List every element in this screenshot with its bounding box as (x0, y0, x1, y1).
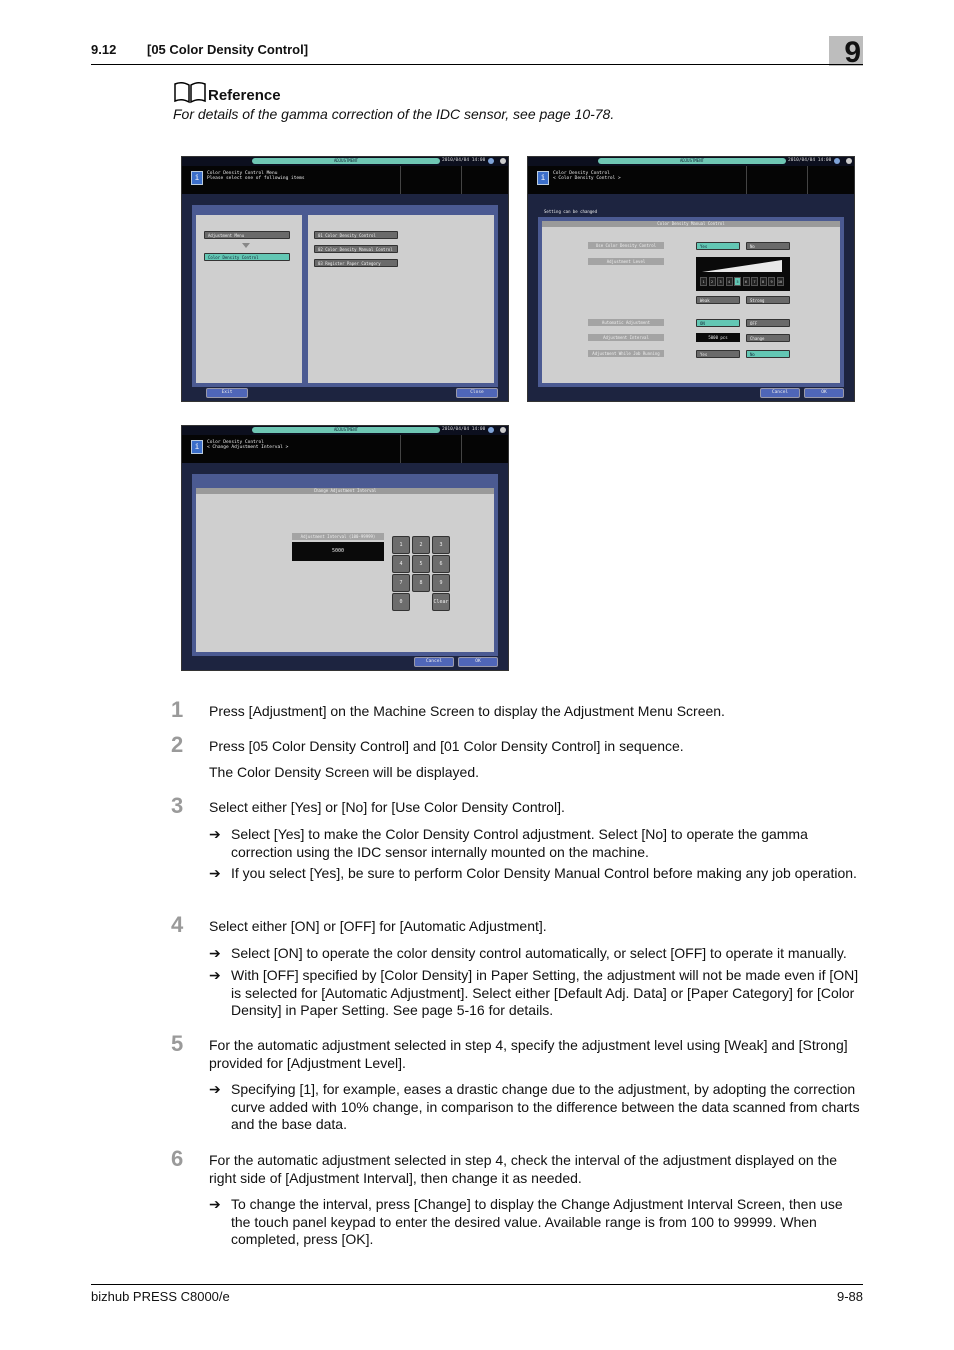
step-text: Press [05 Color Density Control] and [01 Color Density Control] in sequence. (209, 738, 684, 754)
automatic-adjustment-label: Automatic Adjustment (588, 319, 664, 326)
key-0[interactable]: 0 (392, 593, 410, 611)
level-6-button[interactable]: 6 (743, 277, 750, 286)
key-4[interactable]: 4 (392, 555, 410, 573)
info-icon: i (191, 171, 203, 185)
key-3[interactable]: 3 (432, 536, 450, 554)
step-bullet: ➔ Select [Yes] to make the Color Density Control adjustment. Select [No] to operate the gamma correction using the IDC sensor internally mounted on the machine. (209, 826, 808, 860)
key-8[interactable]: 8 (412, 574, 430, 592)
step-text: Select either [Yes] or [No] for [Use Color Density Control]. (209, 799, 565, 815)
arrow-icon: ➔ (209, 967, 221, 983)
level-buttons (700, 277, 786, 287)
step-text: For the automatic adjustment selected in step 4, specify the adjustment level using [Weak] and [Strong] provided for [Adjustment Level]. (209, 1037, 848, 1071)
adjustment-level-label: Adjustment Level (588, 258, 664, 265)
panel-title: Change Adjustment Interval (196, 488, 494, 494)
arrow-icon: ➔ (209, 1196, 221, 1212)
step-number: 1 (171, 697, 184, 722)
footer-page-number: 9-88 (836, 1289, 863, 1304)
interval-frame (192, 474, 498, 656)
tab-adjustment[interactable]: ADJUSTMENT (252, 158, 440, 164)
auto-on-button[interactable]: ON (696, 319, 740, 327)
manual-control-panel (542, 221, 840, 383)
step-text: Press [Adjustment] on the Machine Screen to display the Adjustment Menu Screen. (209, 703, 725, 719)
during-no-button[interactable]: No (746, 350, 790, 358)
interval-range-label: Adjustment Interval (100-99999) (292, 533, 384, 540)
footer-rule (91, 1284, 863, 1285)
level-3-button[interactable]: 3 (717, 277, 724, 286)
right-panel (308, 215, 494, 383)
interval-input[interactable]: 5000 (292, 542, 384, 561)
down-arrow-icon (242, 243, 250, 248)
adjustment-interval-label: Adjustment Interval (588, 334, 664, 341)
color-density-control-button[interactable]: Color Density Control (204, 253, 290, 261)
step-text: For the automatic adjustment selected in step 4, check the interval of the adjustment displayed on the right side of [Adjustment Interval], then change it as needed. (209, 1152, 838, 1186)
step-bullet: ➔ Select [ON] to operate the color density control automatically, or select [OFF] to operate it manually. (209, 945, 847, 961)
help-icon[interactable] (846, 158, 852, 164)
level-9-button[interactable]: 9 (768, 277, 775, 286)
level-5-button[interactable]: 5 (734, 277, 741, 286)
key-9[interactable]: 9 (432, 574, 450, 592)
cancel-button[interactable]: Cancel (414, 657, 454, 667)
step-number: 6 (171, 1146, 184, 1171)
ok-button[interactable]: OK (458, 657, 498, 667)
adjustment-menu-button[interactable]: Adjustment Menu (204, 231, 290, 239)
step-bullet: ➔ To change the interval, press [Change] to display the Change Adjustment Interval Screen, then use the touch panel keypad to enter the desired value. Available range is from 100 to 99999. When completed, press [OK]. (209, 1196, 843, 1247)
reference-text: For details of the gamma correction of the IDC sensor, see page 10-78. (173, 106, 615, 122)
step-bullet: ➔ If you select [Yes], be sure to perform Color Density Manual Control before making any job operation. (209, 865, 857, 881)
info-status-icon (834, 158, 840, 164)
weak-button[interactable]: Weak (696, 296, 740, 304)
tab-adjustment[interactable]: ADJUSTMENT (252, 427, 440, 433)
auto-off-button[interactable]: OFF (746, 319, 790, 327)
use-yes-button[interactable]: Yes (696, 242, 740, 250)
ok-button[interactable]: OK (804, 388, 844, 398)
level-8-button[interactable]: 8 (760, 277, 767, 286)
screenshot-change-adjustment-interval (181, 425, 509, 671)
step-number: 5 (171, 1031, 184, 1056)
key-5[interactable]: 5 (412, 555, 430, 573)
arrow-icon: ➔ (209, 945, 221, 961)
arrow-icon: ➔ (209, 865, 221, 881)
key-7[interactable]: 7 (392, 574, 410, 592)
footer-product: bizhub PRESS C8000/e (91, 1289, 230, 1304)
color-density-manual-control-02-button[interactable]: 02 Color Density Manual Control (314, 245, 398, 253)
step-number: 4 (171, 912, 184, 937)
adjustment-level-selector (696, 257, 790, 291)
manual-control-frame (538, 217, 844, 387)
arrow-icon: ➔ (209, 826, 221, 842)
color-density-control-01-button[interactable]: 01 Color Density Control (314, 231, 398, 239)
change-interval-button[interactable]: Change (746, 334, 790, 342)
info-status-icon (488, 427, 494, 433)
key-1[interactable]: 1 (392, 536, 410, 554)
use-no-button[interactable]: No (746, 242, 790, 250)
step-number: 2 (171, 732, 184, 757)
cancel-button[interactable]: Cancel (760, 388, 800, 398)
screen-message: Color Density Control < Color Density Control > (553, 171, 621, 181)
panel-title: Color Density Manual Control (542, 221, 840, 227)
close-button[interactable]: Close (456, 388, 498, 398)
info-icon: i (191, 440, 203, 454)
status-text: Setting can be changed (544, 209, 597, 214)
screenshot-adjustment-menu (181, 156, 509, 402)
step-note: The Color Density Screen will be displayed. (209, 764, 480, 780)
menu-frame (192, 205, 498, 387)
screen-message: Color Density Control Menu Please select one of following items (207, 171, 305, 181)
key-2[interactable]: 2 (412, 536, 430, 554)
arrow-icon: ➔ (209, 1081, 221, 1097)
info-status-icon (488, 158, 494, 164)
left-panel (196, 215, 302, 383)
level-4-button[interactable]: 4 (726, 277, 733, 286)
section-title: [05 Color Density Control] (147, 42, 309, 57)
chapter-number-badge: 9 (829, 36, 863, 66)
exit-button[interactable]: Exit (206, 388, 248, 398)
datetime: 2010/04/04 14:00 (788, 158, 832, 163)
step-bullet: ➔ With [OFF] specified by [Color Density] in Paper Setting, the adjustment will not be made even if [ON] is selected for [Automatic Adjustment]. Select either [Default Adj. Data] or [Paper Category] for [Color Density] in Paper Setting. See page 5-16 for details. (209, 967, 859, 1018)
step-number: 3 (171, 793, 184, 818)
datetime: 2010/04/04 14:00 (442, 427, 486, 432)
level-ramp-icon (702, 260, 782, 272)
adjustment-while-job-label: Adjustment While Job Running (588, 350, 664, 357)
info-icon: i (537, 171, 549, 185)
interval-panel (196, 488, 494, 652)
header-rule (91, 64, 863, 65)
datetime: 2010/04/04 14:00 (442, 158, 486, 163)
strong-button[interactable]: Strong (746, 296, 790, 304)
section-heading (91, 42, 308, 57)
step-bullet: ➔ Specifying [1], for example, eases a drastic change due to the adjustment, by adopting the correction curve added with 10% change, in comparison to the difference between the data scanned from charts and the base data. (209, 1081, 860, 1132)
tab-adjustment[interactable]: ADJUSTMENT (598, 158, 786, 164)
key-6[interactable]: 6 (432, 555, 450, 573)
clear-key[interactable]: Clear (432, 593, 450, 611)
level-10-button[interactable]: 10 (777, 277, 784, 286)
book-icon (173, 80, 207, 104)
level-2-button[interactable]: 2 (709, 277, 716, 286)
interval-value: 5000 pcs (696, 333, 740, 342)
level-7-button[interactable]: 7 (751, 277, 758, 286)
help-icon[interactable] (500, 427, 506, 433)
reference-title: Reference (208, 87, 281, 104)
register-paper-category-03-button[interactable]: 03 Register Paper Category (314, 259, 398, 267)
level-1-button[interactable]: 1 (700, 277, 707, 286)
during-yes-button[interactable]: Yes (696, 350, 740, 358)
help-icon[interactable] (500, 158, 506, 164)
use-color-density-label: Use Color Density Control (588, 242, 664, 249)
section-number: 9.12 (91, 42, 117, 57)
screen-message: Color Density Control < Change Adjustment Interval > (207, 440, 289, 450)
screenshot-color-density-control (527, 156, 855, 402)
step-text: Select either [ON] or [OFF] for [Automatic Adjustment]. (209, 918, 547, 934)
